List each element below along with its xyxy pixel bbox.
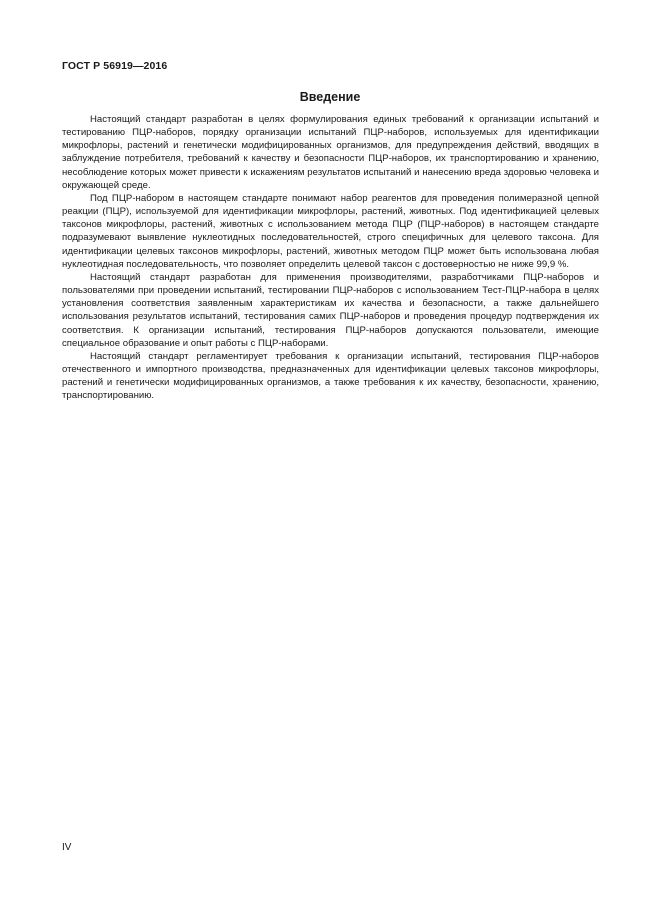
paragraph-purpose: Настоящий стандарт разработан в целях формулирования единых требований к организации испытаний и тестированию ПЦР-наборов, порядку организации испытаний ПЦР-наборов, используемых для идентификации микрофлоры, растений и генетически модифицированных организмов, для предупреждения действий, вводящих в заблуждение потребителя, требований к качеству и безопасности ПЦР-наборов, их транспортированию и хранению, несоблюдение которых может привести к искажениям результатов испытаний и нанесению вреда здоровью человека и окружающей среде. [62, 114, 599, 191]
paragraph-application: Настоящий стандарт разработан для применения производителями, разработчиками ПЦР-наборов и пользователями при проведении испытаний, тестировании ПЦР-наборов с использованием Тест-ПЦР-набора в целях установления соответствия заявленным характеристикам их качества и безопасности, а также дальнейшего использования результатов испытаний, тестирования самих ПЦР-наборов и проведения процедур подтверждения их соответствия. К организации испытаний, тестирования ПЦР-наборов допускаются пользователи, имеющие специальное образование и опыт работы с ПЦР-наборами. [62, 271, 599, 349]
page-number: IV [62, 842, 72, 853]
paragraph-definition: Под ПЦР-набором в настоящем стандарте понимают набор реагентов для проведения полимеразной цепной реакции (ПЦР), используемой для идентификации микрофлоры, растений, животных. Под идентификацией целевых таксонов микрофлоры, растений, животных с использованием метода ПЦР (ПЦР-наборов) в настоящем стандарте подразумевают выявление нуклеотидных последовательностей, строго специфичных для целевого таксона. Для идентификации целевых таксонов микрофлоры, растений, животных методом ПЦР может быть использована любая нуклеотидная последовательность, что позволяет определить целевой таксон с достоверностью не ниже 99,9 %. [62, 192, 599, 270]
introduction-body [62, 113, 599, 402]
paragraph-scope: Настоящий стандарт регламентирует требования к организации испытаний, тестирования ПЦР-наборов отечественного и импортного производства, предназначенных для идентификации целевых таксонов микрофлоры, растений и генетически модифицированных организмов, а также требования к их качеству, безопасности, хранению, транспортированию. [62, 350, 599, 402]
section-title: Введение [299, 90, 361, 104]
document-header: ГОСТ Р 56919—2016 [62, 60, 168, 72]
